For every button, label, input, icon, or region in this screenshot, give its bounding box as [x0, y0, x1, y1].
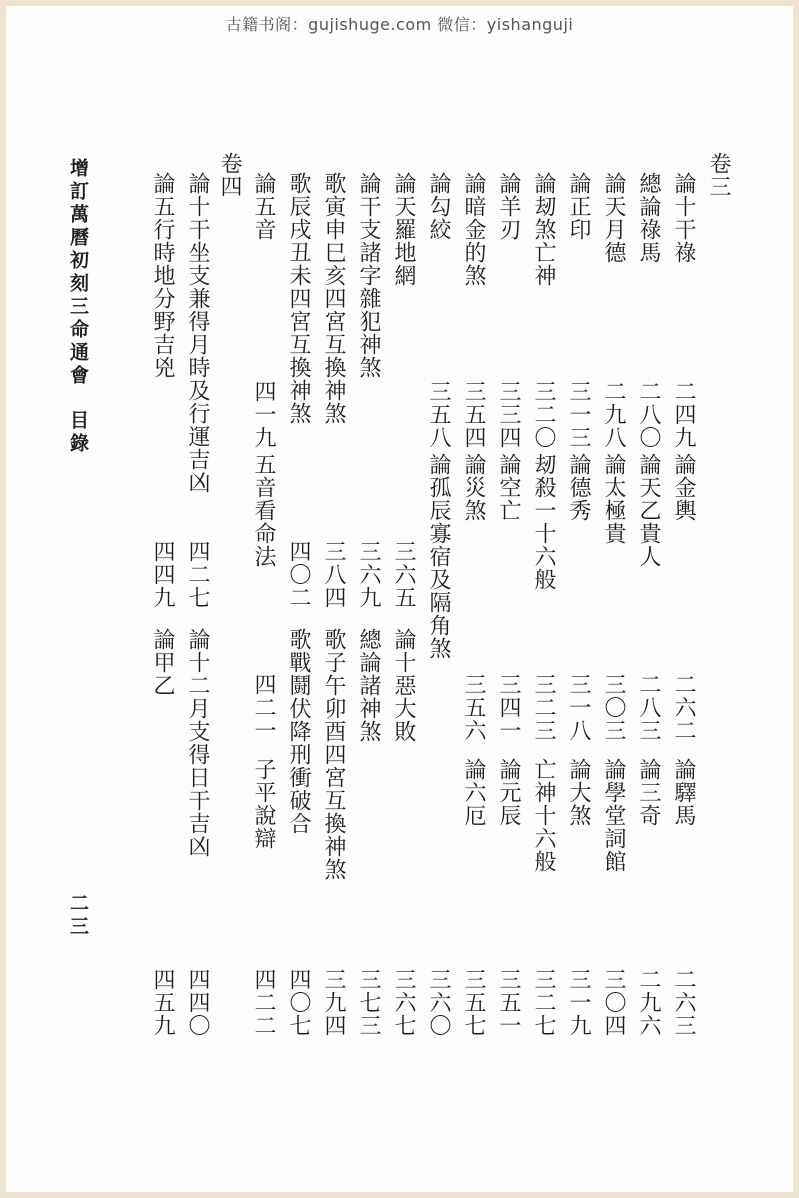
toc-entry[interactable]: 論五音 — [251, 172, 276, 241]
book-title: 增訂萬曆初刻三命通會 — [67, 158, 89, 388]
toc-page: 三八四 — [321, 540, 346, 609]
volume-4-heading: 卷四 — [217, 152, 242, 198]
toc-page: 三二〇 — [531, 380, 556, 449]
toc-entry[interactable]: 論天月德 — [601, 172, 626, 264]
toc-entry[interactable]: 論三奇 — [636, 758, 661, 827]
toc-entry[interactable]: 論十干祿 — [671, 172, 696, 264]
toc-page: 三六九 — [356, 540, 381, 609]
toc-page: 三七三 — [356, 968, 381, 1037]
toc-entry[interactable]: 總論祿馬 — [636, 172, 661, 264]
toc-entry[interactable]: 論大煞 — [566, 758, 591, 827]
toc-page: 三三四 — [496, 380, 521, 449]
toc-entry[interactable]: 子平說辯 — [251, 758, 276, 850]
toc-entry[interactable]: 論甲乙 — [150, 628, 175, 697]
toc-page: 三一八 — [566, 673, 591, 742]
toc-entry[interactable]: 論十二月支得日干吉凶 — [185, 628, 210, 858]
toc-page: 四四九 — [150, 540, 175, 609]
toc-page: 三六七 — [391, 968, 416, 1037]
toc-entry[interactable]: 論勾絞 — [426, 172, 451, 241]
toc-entry[interactable]: 刼殺一十六般 — [531, 453, 556, 591]
toc-entry[interactable]: 論金輿 — [671, 453, 696, 522]
toc-page: 三二七 — [531, 968, 556, 1037]
toc-entry[interactable]: 論十惡大敗 — [391, 628, 416, 743]
toc-entry[interactable]: 歌子午卯酉四宮互換神煞 — [321, 628, 346, 881]
toc-entry[interactable]: 論天羅地網 — [391, 172, 416, 287]
toc-entry[interactable]: 論五行時地分野吉兇 — [150, 172, 175, 379]
toc-entry[interactable]: 五音看命法 — [251, 453, 276, 568]
toc-entry[interactable]: 論災煞 — [461, 453, 486, 522]
toc-page: 二六二 — [671, 673, 696, 742]
toc-page: 二八三 — [636, 673, 661, 742]
toc-page: 三二三 — [531, 673, 556, 742]
toc-page: 三六五 — [391, 540, 416, 609]
toc-page: 二九八 — [601, 380, 626, 449]
toc-page: 四二七 — [185, 540, 210, 609]
section-title: 目錄 — [67, 410, 89, 456]
toc-entry[interactable]: 論天乙貴人 — [636, 453, 661, 568]
toc-entry[interactable]: 論驛馬 — [671, 758, 696, 827]
toc-entry[interactable]: 論孤辰寡宿及隔角煞 — [426, 453, 451, 660]
toc-entry[interactable]: 歌寅申巳亥四宮互換神煞 — [321, 172, 346, 425]
toc-page: 四〇七 — [286, 968, 311, 1037]
toc-entry[interactable]: 論六厄 — [461, 758, 486, 827]
toc-page: 三六〇 — [426, 968, 451, 1037]
volume-3-heading: 卷三 — [706, 152, 731, 198]
toc-page: 三一三 — [566, 380, 591, 449]
toc-entry[interactable]: 論暗金的煞 — [461, 172, 486, 287]
toc-page: 三五四 — [461, 380, 486, 449]
toc-page: 三一九 — [566, 968, 591, 1037]
toc-page: 三五六 — [461, 673, 486, 742]
toc-page: 三五八 — [426, 380, 451, 449]
toc-entry[interactable]: 論德秀 — [566, 453, 591, 522]
toc-entry[interactable]: 歌辰戌丑未四宮互換神煞 — [286, 172, 311, 425]
toc-page: 二八〇 — [636, 380, 661, 449]
toc-page: 三〇四 — [601, 968, 626, 1037]
toc-entry[interactable]: 論刼煞亡神 — [531, 172, 556, 287]
toc-page: 三五一 — [496, 968, 521, 1037]
toc-page: 二四九 — [671, 380, 696, 449]
toc-entry[interactable]: 論十干坐支兼得月時及行運吉凶 — [185, 172, 210, 494]
toc-entry[interactable]: 歌戰鬪伏降刑衝破合 — [286, 628, 311, 835]
toc-entry[interactable]: 總論諸神煞 — [356, 628, 381, 743]
toc-entry[interactable]: 論太極貴 — [601, 453, 626, 545]
toc-page: 三〇三 — [601, 673, 626, 742]
toc-page: 二六三 — [671, 968, 696, 1037]
toc-entry[interactable]: 論元辰 — [496, 758, 521, 827]
toc-entry[interactable]: 論羊刃 — [496, 172, 521, 241]
toc-page: 四五九 — [150, 968, 175, 1037]
toc-page: 四一九 — [251, 380, 276, 449]
toc-page: 四二一 — [251, 673, 276, 742]
toc-page: 三五七 — [461, 968, 486, 1037]
toc-page: 四二二 — [251, 968, 276, 1037]
toc-page: 四〇二 — [286, 540, 311, 609]
toc-page: 三九四 — [321, 968, 346, 1037]
toc-entry[interactable]: 論學堂詞館 — [601, 758, 626, 873]
toc-entry[interactable]: 亡神十六般 — [531, 758, 556, 873]
toc-page: 四四〇 — [185, 968, 210, 1037]
toc-page: 三四一 — [496, 673, 521, 742]
toc-entry[interactable]: 論空亡 — [496, 453, 521, 522]
watermark-text: 古籍书阁：gujishuge.com 微信：yishanguji — [225, 15, 574, 34]
toc-page: 二九六 — [636, 968, 661, 1037]
toc-entry[interactable]: 論干支諸字雜犯神煞 — [356, 172, 381, 379]
page-number: 二三 — [67, 893, 89, 939]
toc-entry[interactable]: 論正印 — [566, 172, 591, 241]
